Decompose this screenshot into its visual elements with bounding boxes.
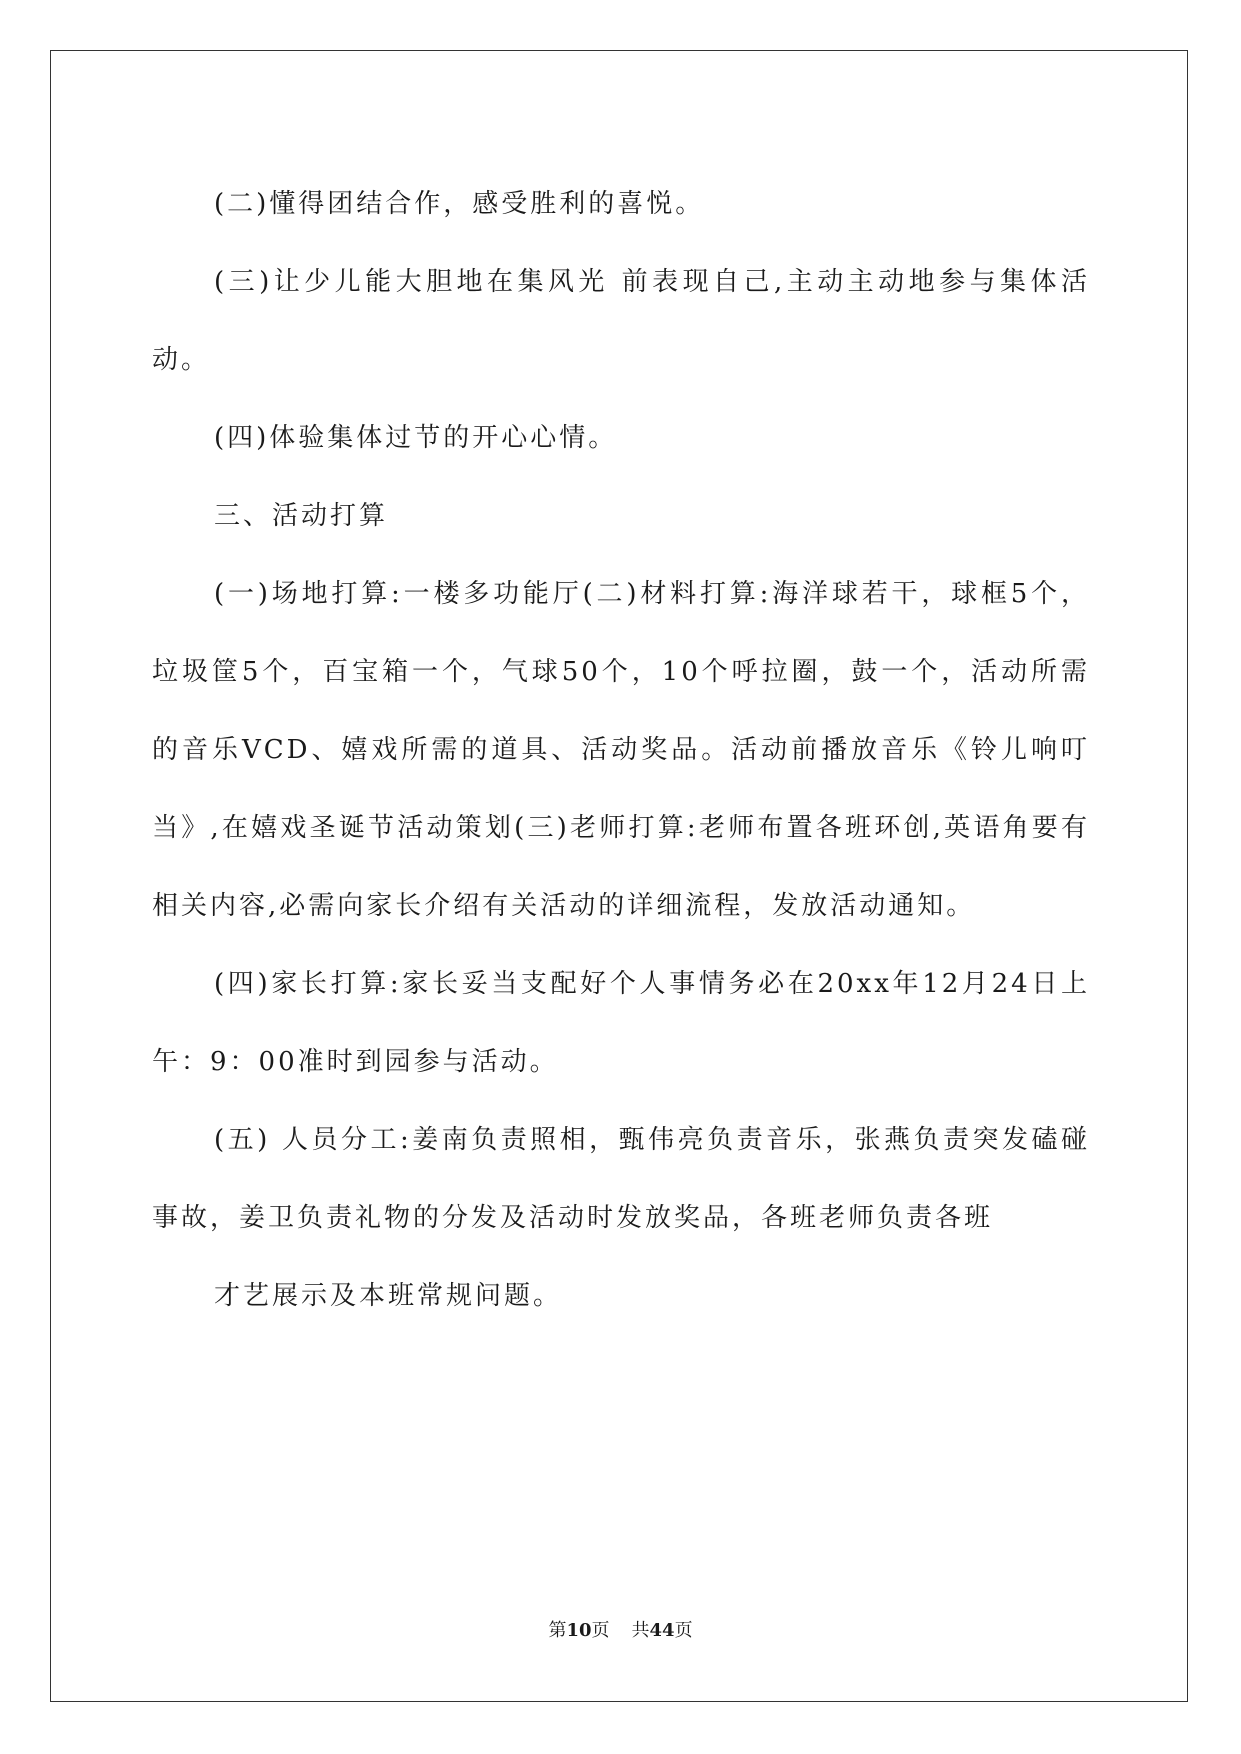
- document-body: [152, 165, 1090, 1335]
- paragraph-goal-2: (二)懂得团结合作，感受胜利的喜悦。: [214, 189, 705, 219]
- paragraph-goal-4: (四)体验集体过节的开心心情。: [214, 423, 618, 453]
- paragraph-goal-3: (三)让少儿能大胆地在集风光 前表现自己,主动主动地参与集体活动。: [152, 267, 1090, 375]
- paragraph-venue-materials-teachers: (一)场地打算:一楼多功能厅(二)材料打算:海洋球若干，球框5个，垃圾筐5个，百宝箱一个，气球50个，10个呼拉圈，鼓一个，活动所需的音乐VCD、嬉戏所需的道具、活动奖品。活动前播放音乐《铃儿响叮当》,在嬉戏圣诞节活动策划(三)老师打算:老师布置各班环创,英语角要有相关内容,必需向家长介绍有关活动的详细流程，发放活动通知。: [152, 579, 1090, 921]
- paragraph-talent-show: 才艺展示及本班常规问题。: [214, 1281, 563, 1311]
- total-prefix: 共: [631, 1620, 650, 1641]
- total-pages: 44: [649, 1620, 675, 1641]
- page-footer: [0, 1616, 1241, 1642]
- page-number: 10: [566, 1620, 592, 1641]
- page-suffix: 页: [591, 1620, 610, 1641]
- section-heading-preparation: 三、活动打算: [214, 501, 389, 531]
- paragraph-parents: (四)家长打算:家长妥当支配好个人事情务必在20xx年12月24日上午：9：00准时到园参与活动。: [152, 969, 1090, 1077]
- page-prefix: 第: [548, 1620, 567, 1641]
- total-suffix: 页: [674, 1620, 693, 1641]
- paragraph-staff-assignment: (五) 人员分工:姜南负责照相，甄伟亮负责音乐，张燕负责突发磕碰事故，姜卫负责礼物的分发及活动时发放奖品，各班老师负责各班: [152, 1125, 1090, 1233]
